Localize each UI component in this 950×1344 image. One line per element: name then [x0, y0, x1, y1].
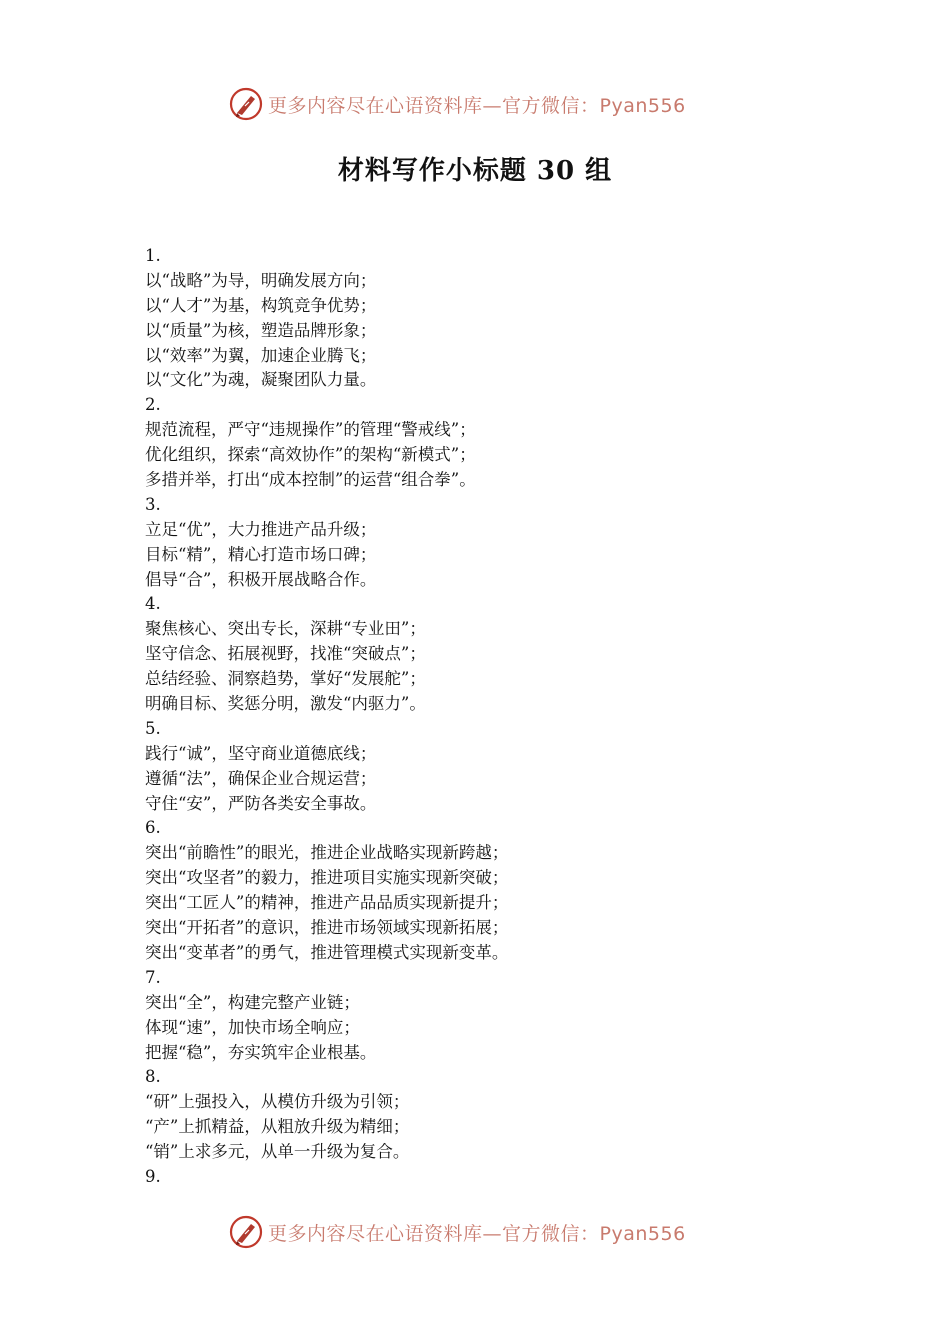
watermark-text: 更多内容尽在心语资料库—官方微信：Pyan556 — [268, 1222, 686, 1245]
section-number: 2. — [145, 395, 161, 415]
text-line: “销”上求多元，从单一升级为复合。 — [145, 1142, 410, 1162]
pen-nib-circle-icon — [228, 1214, 264, 1250]
text-line: “研”上强投入，从模仿升级为引领； — [145, 1092, 410, 1112]
text-line: 明确目标、奖惩分明，激发“内驱力”。 — [145, 694, 426, 714]
text-line: 目标“精”，精心打造市场口碑； — [145, 544, 377, 564]
text-line: 总结经验、洞察趋势，掌好“发展舵”； — [145, 669, 426, 689]
document-title: 材料写作小标题 30 组 — [337, 156, 613, 186]
document-body — [145, 244, 845, 1190]
header-watermark — [0, 84, 950, 124]
text-line: 多措并举，打出“成本控制”的运营“组合拳”。 — [145, 470, 476, 490]
text-line: 立足“优”，大力推进产品升级； — [145, 519, 377, 539]
section-number: 7. — [145, 967, 161, 987]
text-line: 突出“变革者”的勇气，推进管理模式实现新变革。 — [145, 942, 509, 962]
text-line: 突出“工匠人”的精神，推进产品品质实现新提升； — [145, 893, 509, 913]
section-number: 5. — [145, 718, 161, 738]
pen-nib-circle-icon — [228, 86, 264, 122]
text-line: 以“人才”为基，构筑竞争优势； — [145, 295, 377, 315]
text-line: 突出“攻坚者”的毅力，推进项目实施实现新突破； — [145, 868, 509, 888]
text-line: 倡导“合”，积极开展战略合作。 — [145, 569, 377, 589]
text-line: “产”上抓精益，从粗放升级为精细； — [145, 1117, 410, 1137]
section-number: 1. — [145, 246, 161, 265]
text-line: 坚守信念、拓展视野，找准“突破点”； — [145, 644, 426, 664]
text-line: 以“效率”为翼，加速企业腾飞； — [145, 345, 377, 365]
text-line: 把握“稳”，夯实筑牢企业根基。 — [145, 1042, 377, 1062]
text-line: 聚焦核心、突出专长，深耕“专业田”； — [145, 619, 426, 639]
text-line: 突出“前瞻性”的眼光，推进企业战略实现新跨越； — [145, 843, 509, 863]
text-line: 遵循“法”，确保企业合规运营； — [145, 768, 377, 788]
text-line: 践行“诚”，坚守商业道德底线； — [145, 743, 377, 763]
text-line: 以“文化”为魂，凝聚团队力量。 — [145, 370, 377, 390]
section-number: 3. — [145, 494, 161, 514]
watermark-text: 更多内容尽在心语资料库—官方微信：Pyan556 — [268, 94, 686, 117]
section-number: 6. — [145, 818, 161, 838]
text-line: 突出“开拓者”的意识，推进市场领域实现新拓展； — [145, 918, 509, 938]
text-line: 以“质量”为核，塑造品牌形象； — [145, 320, 377, 340]
section-number: 8. — [145, 1067, 161, 1087]
section-number: 9. — [145, 1166, 161, 1186]
text-line: 规范流程，严守“违规操作”的管理“警戒线”； — [145, 420, 476, 440]
section-number: 4. — [145, 594, 161, 614]
text-line: 以“战略”为导，明确发展方向； — [145, 270, 377, 290]
text-line: 突出“全”，构建完整产业链； — [145, 992, 360, 1012]
footer-watermark — [0, 1212, 950, 1252]
text-line: 守住“安”，严防各类安全事故。 — [145, 793, 377, 813]
text-line: 体现“速”，加快市场全响应； — [145, 1017, 360, 1037]
text-line: 优化组织，探索“高效协作”的架构“新模式”； — [145, 445, 476, 465]
